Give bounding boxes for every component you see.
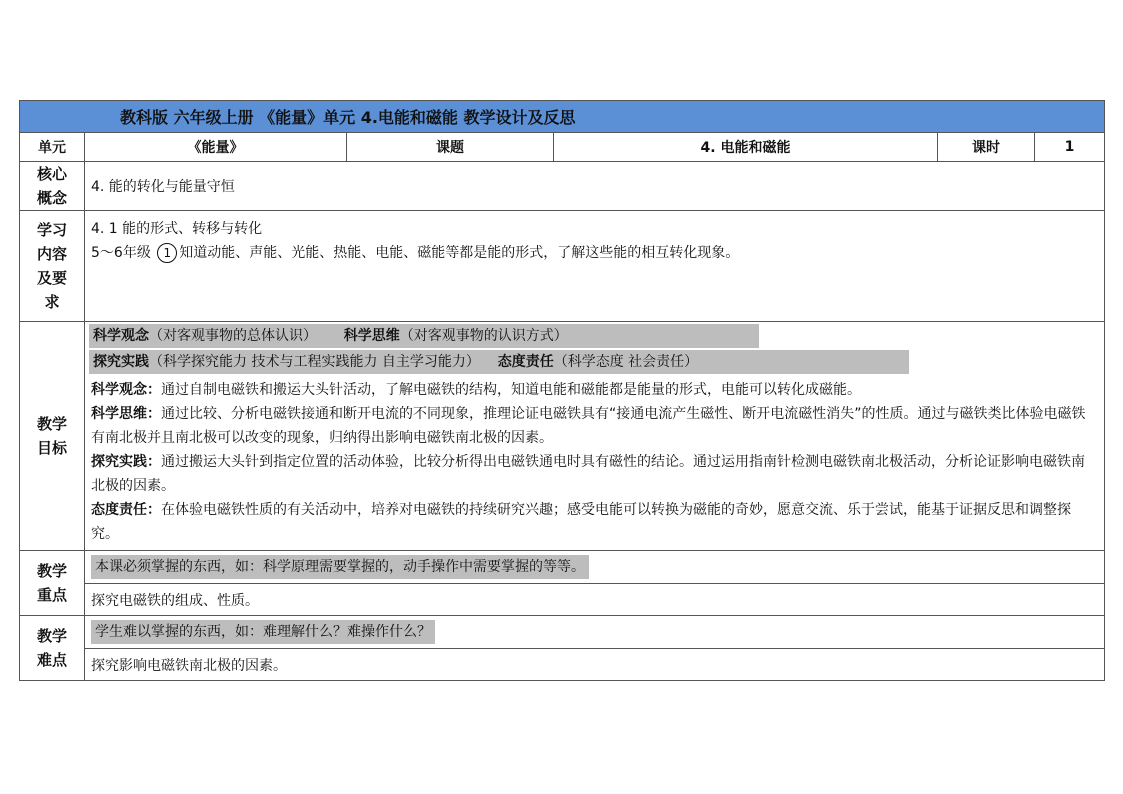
lesson-plan-table	[19, 100, 1105, 681]
goal-category-row-2	[89, 350, 1100, 374]
difficulties-hint: 学生难以掌握的东西，如：难理解什么？难操作什么？	[91, 620, 435, 644]
difficulties-label: 教学难点	[20, 616, 85, 681]
grade-range: 5～6年级	[91, 245, 151, 261]
goal-items	[89, 374, 1100, 550]
goal-item-science-thinking: 科学思维：通过比较、分析电磁铁接通和断开电流的不同现象，推理论证电磁铁具有“接通电流产生磁性、断开电流磁性消失”的性质。通过与磁铁类比体验电磁铁有南北极并且南北极可以改变的现象，归纳得出影响电磁铁南北极的因素。	[91, 406, 1086, 446]
goal-item-inquiry-practice: 探究实践：通过搬运大头针到指定位置的活动体验，比较分析得出电磁铁通电时具有磁性的结论。通过运用指南针检测电磁铁南北极活动，分析论证影响电磁铁南北极的因素。	[91, 454, 1085, 494]
topic-value: 4. 电能和磁能	[554, 133, 938, 162]
difficulties-value: 探究影响电磁铁南北极的因素。	[85, 649, 1105, 681]
learning-line-1: 4. 1 能的形式、转移与转化	[91, 221, 263, 237]
core-concept-label: 核心概念	[20, 162, 85, 211]
difficulties-hint-cell	[85, 616, 1105, 649]
key-points-value: 探究电磁铁的组成、性质。	[85, 584, 1105, 616]
goal-category-box-2: 探究实践（科学探究能力 技术与工程实践能力 自主学习能力） 态度责任（科学态度 社会责任）	[89, 350, 909, 374]
topic-label: 课题	[347, 133, 554, 162]
unit-value: 《能量》	[85, 133, 347, 162]
goal-item-attitude: 态度责任：在体验电磁铁性质的有关活动中，培养对电磁铁的持续研究兴趣；感受电能可以转换为磁能的奇妙，愿意交流、乐于尝试，能基于证据反思和调整探究。	[91, 502, 1071, 542]
circled-number-1: 1	[157, 243, 177, 263]
document-title: 教科版 六年级上册 《能量》单元 4.电能和磁能 教学设计及反思	[20, 101, 1105, 133]
learning-label: 学习内容及要求	[20, 211, 85, 322]
goals-content	[85, 322, 1105, 551]
goal-item-science-concept: 科学观念：通过自制电磁铁和搬运大头针活动，了解电磁铁的结构，知道电能和磁能都是能量的形式，电能可以转化成磁能。	[91, 382, 861, 398]
learning-requirement: 知道动能、声能、光能、热能、电能、磁能等都是能的形式，了解这些能的相互转化现象。	[179, 245, 740, 261]
lesson-plan-document	[19, 100, 1104, 681]
unit-label: 单元	[20, 133, 85, 162]
goal-category-box-1: 科学观念（对客观事物的总体认识） 科学思维（对客观事物的认识方式）	[89, 324, 759, 348]
period-value: 1	[1035, 133, 1105, 162]
goals-label: 教学目标	[20, 322, 85, 551]
key-points-hint-cell	[85, 551, 1105, 584]
key-points-hint: 本课必须掌握的东西，如：科学原理需要掌握的，动手操作中需要掌握的等等。	[91, 555, 589, 579]
period-label: 课时	[938, 133, 1035, 162]
goal-category-row-1	[89, 324, 1100, 348]
learning-line-2	[91, 241, 1098, 265]
key-points-label: 教学重点	[20, 551, 85, 616]
core-concept-value: 4. 能的转化与能量守恒	[85, 162, 1105, 211]
learning-content	[85, 211, 1105, 322]
